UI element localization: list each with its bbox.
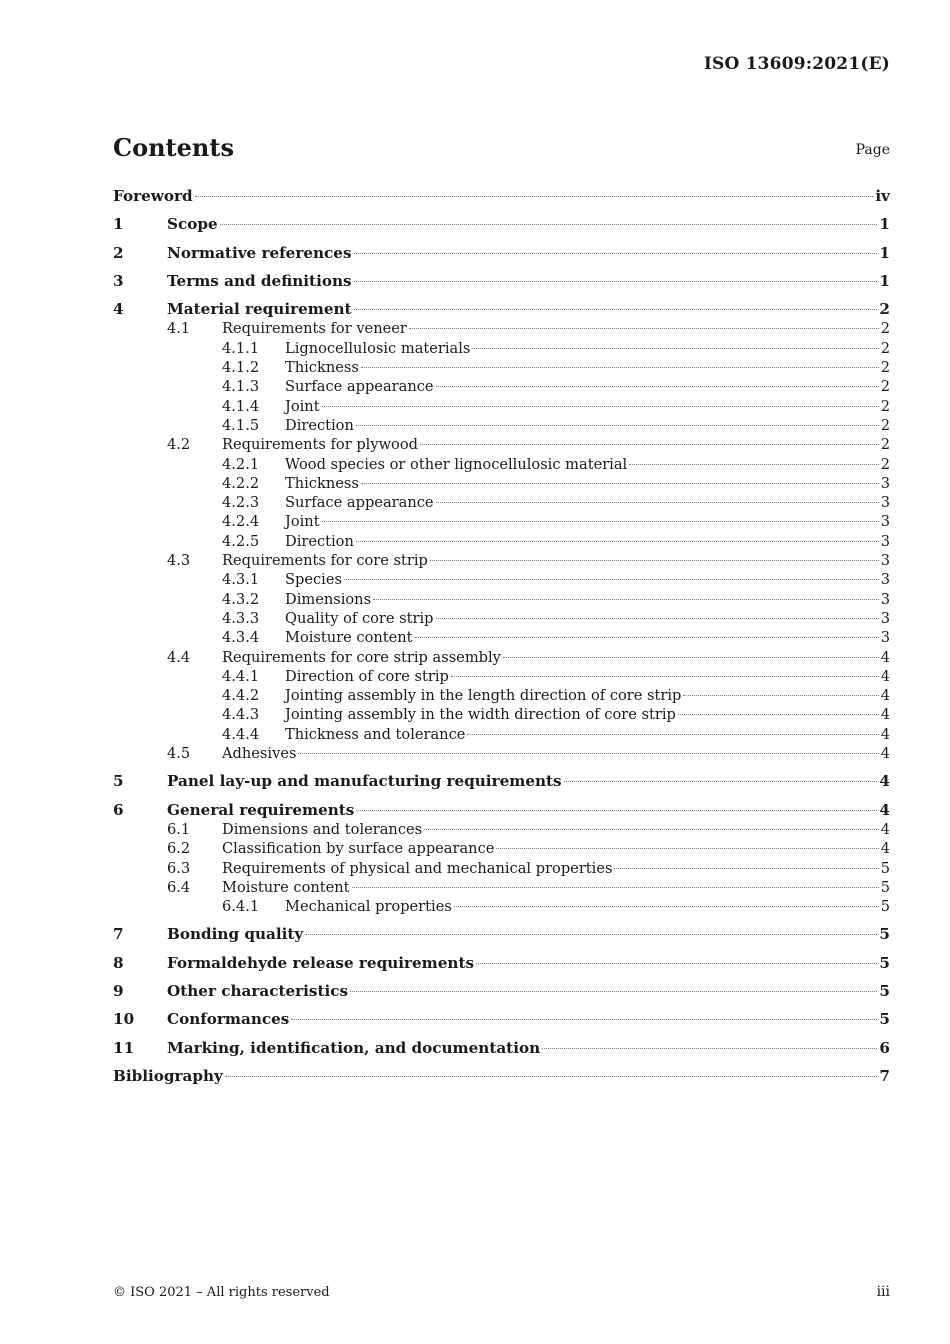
toc-entry-title: Thickness xyxy=(285,359,359,377)
toc-entry[interactable] xyxy=(113,319,890,338)
toc-dot-leader xyxy=(322,521,879,522)
toc-entry-title: Terms and definitions xyxy=(167,271,352,290)
toc-dot-leader xyxy=(354,253,878,254)
toc-entry[interactable] xyxy=(113,300,890,319)
toc-entry-number: 3 xyxy=(113,271,124,290)
toc-dot-leader xyxy=(322,406,879,407)
toc-dot-leader xyxy=(415,637,879,638)
toc-entry-title: Joint xyxy=(285,513,320,531)
toc-dot-leader xyxy=(350,991,877,992)
toc-dot-leader xyxy=(373,599,879,600)
toc-entry-title: Moisture content xyxy=(222,878,350,896)
toc-entry-number: 4 xyxy=(113,300,124,319)
toc-entry-title: Bonding quality xyxy=(167,925,304,944)
toc-entry-number: 4.1.2 xyxy=(222,359,260,377)
toc-entry[interactable] xyxy=(113,925,890,944)
toc-entry-page: 2 xyxy=(880,320,890,338)
toc-entry-page: 2 xyxy=(880,397,890,415)
toc-entry-title: Thickness xyxy=(285,474,359,492)
toc-entry-number: 4.5 xyxy=(167,745,191,763)
toc-entry[interactable] xyxy=(113,1039,890,1058)
toc-entry-number: 4.3.2 xyxy=(222,590,260,608)
toc-entry-title: Species xyxy=(285,571,342,589)
toc-entry[interactable] xyxy=(113,187,890,206)
toc-entry-title: Quality of core strip xyxy=(285,609,434,627)
toc-entry[interactable] xyxy=(113,1067,890,1086)
toc-entry-number: 4.2.1 xyxy=(222,455,260,473)
toc-entry-page: 4 xyxy=(880,840,890,858)
toc-entry-title: Requirements for core strip assembly xyxy=(222,648,501,666)
toc-entry-title: Direction xyxy=(285,532,354,550)
toc-entry-title: Joint xyxy=(285,397,320,415)
toc-entry-page: 3 xyxy=(880,513,890,531)
toc-entry[interactable] xyxy=(113,609,890,628)
toc-dot-leader xyxy=(424,829,879,830)
toc-entry-number: 6.4 xyxy=(167,878,191,896)
toc-entry[interactable] xyxy=(113,725,890,744)
toc-entry-title: Normative references xyxy=(167,243,352,262)
toc-entry[interactable] xyxy=(113,339,890,358)
toc-entry-number: 4.1.3 xyxy=(222,378,260,396)
toc-entry-number: 10 xyxy=(113,1010,135,1029)
toc-entry[interactable] xyxy=(113,801,890,820)
toc-entry-page: 4 xyxy=(880,667,890,685)
toc-entry-title: Requirements of physical and mechanical properties xyxy=(222,859,613,877)
toc-entry-page: 3 xyxy=(880,571,890,589)
toc-dot-leader xyxy=(195,196,874,197)
toc-entry-title: Bibliography xyxy=(113,1066,223,1085)
toc-dot-leader xyxy=(225,1076,878,1077)
toc-entry[interactable] xyxy=(113,435,890,454)
toc-entry-title: Mechanical properties xyxy=(285,898,452,916)
toc-dot-leader xyxy=(305,934,877,935)
toc-entry-number: 7 xyxy=(113,925,124,944)
toc-entry-title: Requirements for plywood xyxy=(222,436,418,454)
toc-entry-title: Formaldehyde release requirements xyxy=(167,953,475,972)
toc-entry-title: General requirements xyxy=(167,800,355,819)
toc-entry-number: 4.2.2 xyxy=(222,474,260,492)
toc-entry[interactable] xyxy=(113,820,890,839)
toc-entry-page: 3 xyxy=(880,552,890,570)
contents-title: Contents xyxy=(113,133,234,162)
toc-dot-leader xyxy=(564,781,878,782)
toc-entry-page: 4 xyxy=(880,706,890,724)
toc-dot-leader xyxy=(220,224,878,225)
toc-entry-page: 7 xyxy=(879,1066,890,1085)
toc-entry-title: Dimensions xyxy=(285,590,372,608)
toc-entry-page: 2 xyxy=(880,455,890,473)
toc-entry[interactable] xyxy=(113,397,890,416)
toc-entry-page: 4 xyxy=(879,800,890,819)
toc-entry-page: 4 xyxy=(880,687,890,705)
toc-entry-page: 5 xyxy=(879,981,890,1000)
toc-dot-leader xyxy=(344,579,879,580)
toc-entry-number: 4.3.1 xyxy=(222,571,260,589)
toc-entry-number: 11 xyxy=(113,1038,135,1057)
toc-entry[interactable] xyxy=(113,897,890,916)
toc-entry[interactable] xyxy=(113,215,890,234)
toc-entry-number: 4.1.4 xyxy=(222,397,260,415)
toc-entry-title: Direction of core strip xyxy=(285,667,449,685)
toc-entry[interactable] xyxy=(113,648,890,667)
toc-entry-number: 1 xyxy=(113,215,124,234)
toc-entry-page: 6 xyxy=(879,1038,890,1057)
toc-entry-number: 8 xyxy=(113,953,124,972)
toc-dot-leader xyxy=(629,464,878,465)
toc-dot-leader xyxy=(472,348,878,349)
toc-entry-title: Panel lay-up and manufacturing requirements xyxy=(167,772,562,791)
toc-entry-title: Dimensions and tolerances xyxy=(222,820,423,838)
toc-entry[interactable] xyxy=(113,628,890,647)
toc-entry-number: 4.3.4 xyxy=(222,629,260,647)
toc-entry-title: Scope xyxy=(167,215,218,234)
toc-entry-page: 5 xyxy=(880,898,890,916)
toc-entry-page: 3 xyxy=(880,532,890,550)
toc-entry-title: Surface appearance xyxy=(285,494,434,512)
toc-entry-page: 2 xyxy=(880,436,890,454)
toc-entry-page: 4 xyxy=(880,745,890,763)
toc-entry-page: 5 xyxy=(880,859,890,877)
toc-entry-number: 4.2.4 xyxy=(222,513,260,531)
toc-dot-leader xyxy=(354,281,878,282)
toc-dot-leader xyxy=(356,425,879,426)
toc-entry-page: 2 xyxy=(879,300,890,319)
toc-entry-page: 5 xyxy=(879,1010,890,1029)
toc-dot-leader xyxy=(678,714,879,715)
toc-dot-leader xyxy=(467,734,878,735)
toc-entry[interactable] xyxy=(113,493,890,512)
toc-entry-page: 3 xyxy=(880,494,890,512)
toc-entry[interactable] xyxy=(113,532,890,551)
toc-entry[interactable] xyxy=(113,954,890,973)
toc-entry-page: 4 xyxy=(879,772,890,791)
toc-entry-title: Material requirement xyxy=(167,300,352,319)
toc-dot-leader xyxy=(361,367,879,368)
toc-dot-leader xyxy=(436,618,879,619)
toc-dot-leader xyxy=(361,483,879,484)
toc-entry[interactable] xyxy=(113,570,890,589)
toc-entry-page: 3 xyxy=(880,474,890,492)
toc-entry-number: 4.2 xyxy=(167,436,191,454)
toc-entry-number: 5 xyxy=(113,772,124,791)
toc-entry[interactable] xyxy=(113,551,890,570)
toc-entry-title: Adhesives xyxy=(222,745,297,763)
toc-entry[interactable] xyxy=(113,377,890,396)
toc-entry-page: 3 xyxy=(880,590,890,608)
toc-entry-page: 5 xyxy=(879,925,890,944)
toc-entry-page: 1 xyxy=(879,243,890,262)
toc-dot-leader xyxy=(356,541,879,542)
toc-entry-page: 4 xyxy=(880,648,890,666)
toc-entry-number: 4.2.3 xyxy=(222,494,260,512)
toc-entry-number: 4.4.2 xyxy=(222,687,260,705)
toc-entry-title: Moisture content xyxy=(285,629,413,647)
toc-entry-title: Wood species or other lignocellulosic material xyxy=(285,455,628,473)
toc-dot-leader xyxy=(503,657,879,658)
toc-entry[interactable] xyxy=(113,1010,890,1029)
toc-entry-number: 4.3 xyxy=(167,552,191,570)
toc-entry[interactable] xyxy=(113,358,890,377)
toc-entry-title: Foreword xyxy=(113,187,193,205)
toc-entry-number: 4.3.3 xyxy=(222,609,260,627)
toc-entry[interactable] xyxy=(113,839,890,858)
toc-dot-leader xyxy=(614,868,878,869)
toc-entry-page: iv xyxy=(875,187,890,205)
toc-entry-title: Conformances xyxy=(167,1010,290,1029)
toc-entry[interactable] xyxy=(113,455,890,474)
toc-entry-title: Surface appearance xyxy=(285,378,434,396)
toc-entry-number: 4.4.1 xyxy=(222,667,260,685)
toc-entry-page: 4 xyxy=(880,820,890,838)
toc-entry-number: 6.1 xyxy=(167,820,191,838)
toc-entry[interactable] xyxy=(113,878,890,897)
toc-entry[interactable] xyxy=(113,272,890,291)
toc-dot-leader xyxy=(496,848,878,849)
toc-entry-title: Jointing assembly in the width direction of core strip xyxy=(285,706,676,724)
toc-dot-leader xyxy=(683,695,878,696)
toc-entry[interactable] xyxy=(113,512,890,531)
toc-entry-number: 4.1.1 xyxy=(222,339,260,357)
toc-entry-number: 6 xyxy=(113,800,124,819)
toc-entry[interactable] xyxy=(113,982,890,1001)
toc-entry-number: 6.4.1 xyxy=(222,898,260,916)
toc-entry-page: 3 xyxy=(880,629,890,647)
toc-dot-leader xyxy=(420,444,879,445)
toc-entry[interactable] xyxy=(113,416,890,435)
toc-entry[interactable] xyxy=(113,686,890,705)
toc-entry-number: 6.2 xyxy=(167,840,191,858)
toc-entry-page: 2 xyxy=(880,416,890,434)
document-id: ISO 13609:2021(E) xyxy=(703,54,890,74)
toc-entry-page: 2 xyxy=(880,378,890,396)
toc-dot-leader xyxy=(352,887,879,888)
toc-entry[interactable] xyxy=(113,474,890,493)
toc-entry-number: 4.1.5 xyxy=(222,416,260,434)
toc-entry-number: 4.2.5 xyxy=(222,532,260,550)
toc-entry-page: 5 xyxy=(880,878,890,896)
toc-dot-leader xyxy=(454,906,879,907)
page-column-label: Page xyxy=(855,142,890,158)
toc-entry-page: 4 xyxy=(880,725,890,743)
toc-entry[interactable] xyxy=(113,705,890,724)
toc-dot-leader xyxy=(356,810,877,811)
toc-entry-number: 9 xyxy=(113,981,124,1000)
toc-dot-leader xyxy=(542,1048,877,1049)
toc-entry-page: 1 xyxy=(879,215,890,234)
toc-entry-page: 2 xyxy=(880,359,890,377)
toc-entry-number: 4.4 xyxy=(167,648,191,666)
toc-entry-page: 3 xyxy=(880,609,890,627)
toc-entry-title: Jointing assembly in the length direction of core strip xyxy=(285,687,682,705)
toc-entry-number: 2 xyxy=(113,243,124,262)
toc-entry-title: Lignocellulosic materials xyxy=(285,339,471,357)
toc-entry-page: 5 xyxy=(879,953,890,972)
toc-dot-leader xyxy=(436,386,879,387)
toc-entry-title: Marking, identification, and documentation xyxy=(167,1038,541,1057)
toc-entry[interactable] xyxy=(113,744,890,763)
toc-entry[interactable] xyxy=(113,772,890,791)
toc-dot-leader xyxy=(476,963,877,964)
toc-entry[interactable] xyxy=(113,590,890,609)
toc-dot-leader xyxy=(436,502,879,503)
toc-dot-leader xyxy=(430,560,879,561)
toc-dot-leader xyxy=(451,676,879,677)
toc-entry-number: 4.1 xyxy=(167,320,191,338)
toc-dot-leader xyxy=(298,753,878,754)
toc-entry-title: Direction xyxy=(285,416,354,434)
toc-dot-leader xyxy=(291,1019,877,1020)
toc-entry[interactable] xyxy=(113,244,890,263)
toc-entry-page: 1 xyxy=(879,271,890,290)
toc-entry-title: Requirements for veneer xyxy=(222,320,407,338)
toc-entry[interactable] xyxy=(113,667,890,686)
toc-entry-title: Classification by surface appearance xyxy=(222,840,495,858)
toc-entry[interactable] xyxy=(113,859,890,878)
table-of-contents xyxy=(113,184,890,1086)
toc-entry-title: Other characteristics xyxy=(167,981,349,1000)
footer-page-number: iii xyxy=(876,1284,890,1300)
toc-entry-number: 4.4.3 xyxy=(222,706,260,724)
toc-entry-page: 2 xyxy=(880,339,890,357)
footer-copyright: © ISO 2021 – All rights reserved xyxy=(113,1285,330,1300)
toc-dot-leader xyxy=(409,328,879,329)
toc-entry-title: Thickness and tolerance xyxy=(285,725,466,743)
toc-entry-title: Requirements for core strip xyxy=(222,552,428,570)
toc-entry-number: 4.4.4 xyxy=(222,725,260,743)
toc-dot-leader xyxy=(354,309,878,310)
toc-entry-number: 6.3 xyxy=(167,859,191,877)
